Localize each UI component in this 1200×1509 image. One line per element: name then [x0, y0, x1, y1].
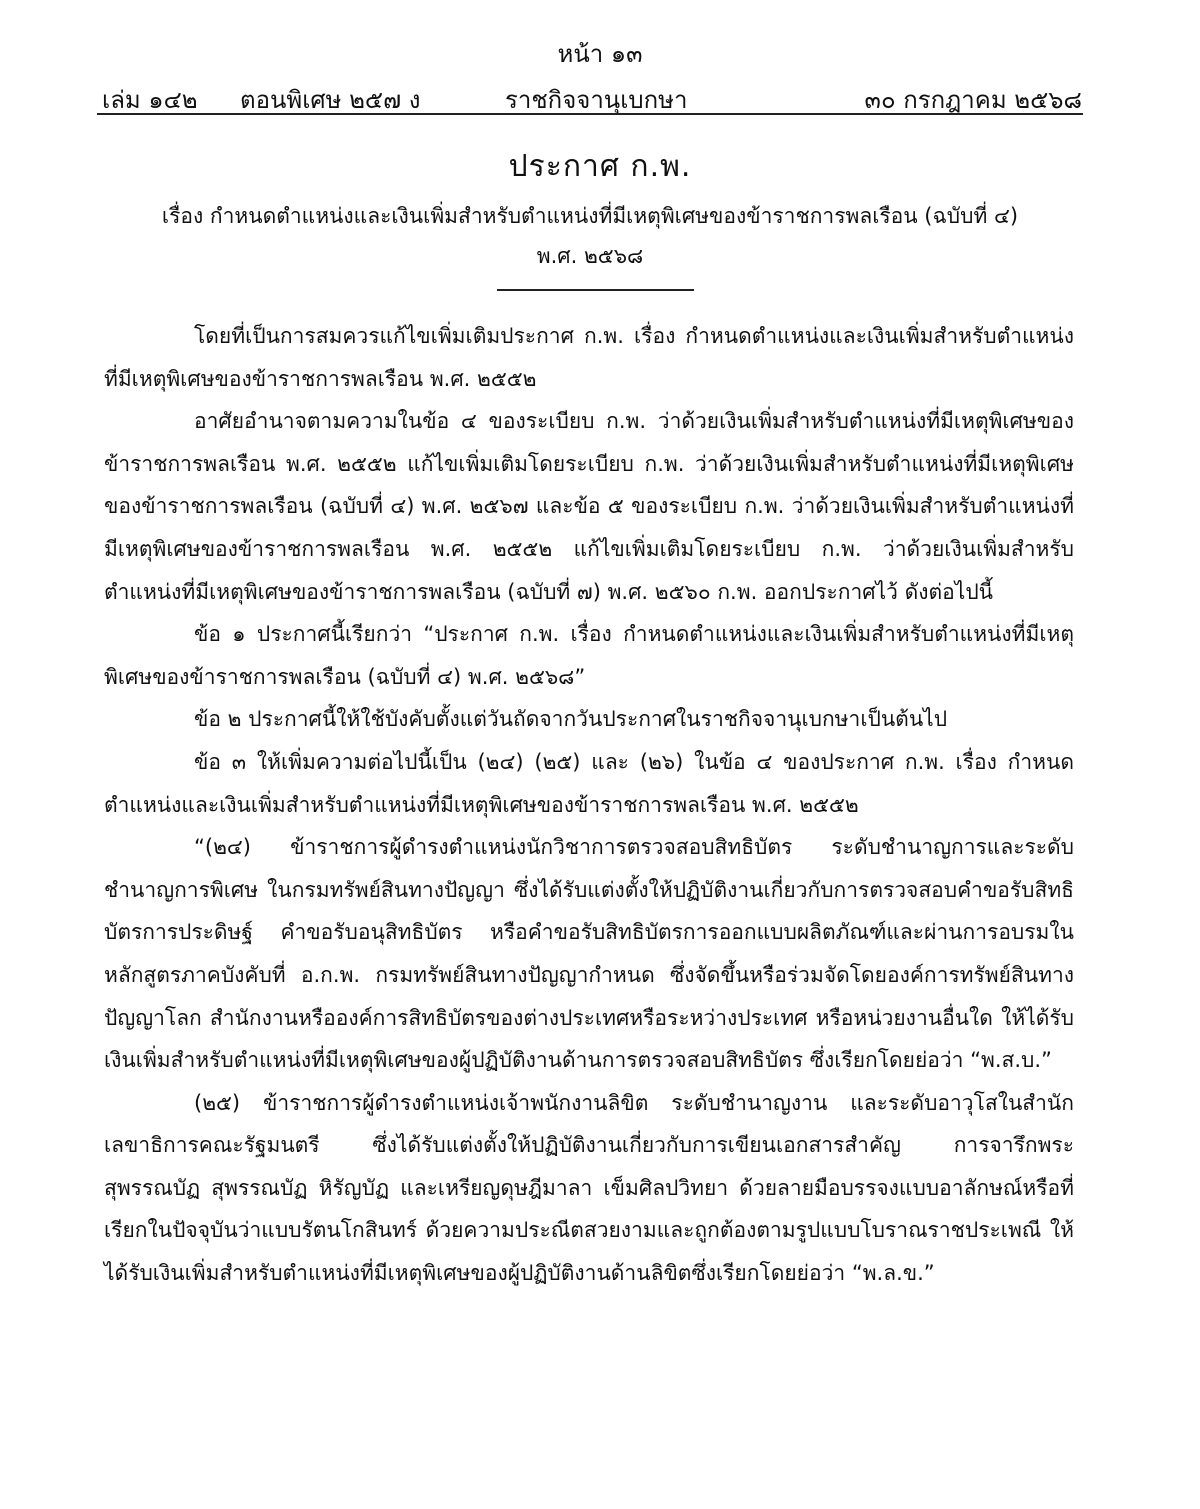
paragraph-preamble: โดยที่เป็นการสมควรแก้ไขเพิ่มเติมประกาศ ก.พ. เรื่อง กำหนดตำแหน่งและเงินเพิ่มสำหรับตำแหน่งที่มีเหตุพิเศษของข้าราชการพลเรือน พ.ศ. ๒๕๕๒ — [104, 324, 1074, 391]
publication-date: ๓๐ กรกฎาคม ๒๕๖๘ — [864, 86, 1082, 114]
clause-3: ข้อ ๓ ให้เพิ่มความต่อไปนี้เป็น (๒๔) (๒๕) และ (๒๖) ในข้อ ๔ ของประกาศ ก.พ. เรื่อง กำหนดตำแหน่งและเงินเพิ่มสำหรับตำแหน่งที่มีเหตุพิเศษของข้าราชการพลเรือน พ.ศ. ๒๕๕๒ — [104, 749, 1074, 817]
volume-number: เล่ม ๑๔๒ — [102, 86, 198, 114]
paragraph-authority: อาศัยอำนาจตามความในข้อ ๔ ของระเบียบ ก.พ. ว่าด้วยเงินเพิ่มสำหรับตำแหน่งที่มีเหตุพิเศษของข้าราชการพลเรือน พ.ศ. ๒๕๕๒ แก้ไขเพิ่มเติมโดยระเบียบ ก.พ. ว่าด้วยเงินเพิ่มสำหรับตำแหน่งที่มีเหตุพิเศษของข้าราชการพลเรือน (ฉบับที่ ๔) พ.ศ. ๒๕๖๗ และข้อ ๕ ของระเบียบ ก.พ. ว่าด้วยเงินเพิ่มสำหรับตำแหน่งที่มีเหตุพิเศษของข้าราชการพลเรือน พ.ศ. ๒๕๕๒ แก้ไขเพิ่มเติมโดยระเบียบ ก.พ. ว่าด้วยเงินเพิ่มสำหรับตำแหน่งที่มีเหตุพิเศษของข้าราชการพลเรือน (ฉบับที่ ๗) พ.ศ. ๒๕๖๐ ก.พ. ออกประกาศไว้ ดังต่อไปนี้ — [104, 409, 1074, 604]
item-24: “(๒๔) ข้าราชการผู้ดำรงตำแหน่งนักวิชาการตรวจสอบสิทธิบัตร ระดับชำนาญการและระดับชำนาญการพิเศษ ในกรมทรัพย์สินทางปัญญา ซึ่งได้รับแต่งตั้งให้ปฏิบัติงานเกี่ยวกับการตรวจสอบคำขอรับสิทธิบัตรการประดิษฐ์ คำขอรับอนุสิทธิบัตร หรือคำขอรับสิทธิบัตรการออกแบบผลิตภัณฑ์และผ่านการอบรมในหลักสูตรภาคบังคับที่ อ.ก.พ. กรมทรัพย์สินทางปัญญากำหนด ซึ่งจัดขึ้นหรือร่วมจัดโดยองค์การทรัพย์สินทางปัญญาโลก สำนักงานหรือองค์การสิทธิบัตรของต่างประเทศหรือระหว่างประเทศ หรือหน่วยงานอื่นใด ให้ได้รับเงินเพิ่มสำหรับตำแหน่งที่มีเหตุพิเศษของผู้ปฏิบัติงานด้านการตรวจสอบสิทธิบัตร ซึ่งเรียกโดยย่อว่า “พ.ส.บ.” — [104, 835, 1074, 1073]
subject-line-1: เรื่อง กำหนดตำแหน่งและเงินเพิ่มสำหรับตำแหน่งที่มีเหตุพิเศษของข้าราชการพลเรือน (ฉบับที่ ๔) — [161, 204, 1019, 228]
item-25: (๒๕) ข้าราชการผู้ดำรงตำแหน่งเจ้าพนักงานลิขิต ระดับชำนาญงาน และระดับอาวุโสในสำนักเลขาธิการคณะรัฐมนตรี ซึ่งได้รับแต่งตั้งให้ปฏิบัติงานเกี่ยวกับการเขียนเอกสารสำคัญ การจารึกพระสุพรรณบัฏ สุพรรณบัฏ หิรัญบัฏ และเหรียญดุษฎีมาลา เข็มศิลปวิทยา ด้วยลายมือบรรจงแบบอาลักษณ์หรือที่เรียกในปัจจุบันว่าแบบรัตนโกสินทร์ ด้วยความประณีตสวยงามและถูกต้องตามรูปแบบโบราณราชประเพณี ให้ได้รับเงินเพิ่มสำหรับตำแหน่งที่มีเหตุพิเศษของผู้ปฏิบัติงานด้านลิขิตซึ่งเรียกโดยย่อว่า “พ.ล.ข.” — [104, 1090, 1074, 1286]
issue-number: ตอนพิเศษ ๒๕๗ ง — [240, 86, 421, 114]
document-body — [104, 315, 1074, 1295]
page-number: หน้า ๑๓ — [557, 40, 643, 68]
clause-2: ข้อ ๒ ประกาศนี้ให้ใช้บังคับตั้งแต่วันถัดจากวันประกาศในราชกิจจานุเบกษาเป็นต้นไป — [194, 707, 948, 732]
subject-line-2: พ.ศ. ๒๕๖๘ — [536, 244, 644, 268]
document-title: ประกาศ ก.พ. — [508, 149, 692, 184]
document-subject — [97, 196, 1083, 276]
clause-1: ข้อ ๑ ประกาศนี้เรียกว่า “ประกาศ ก.พ. เรื่อง กำหนดตำแหน่งและเงินเพิ่มสำหรับตำแหน่งที่มีเหตุพิเศษของข้าราชการพลเรือน (ฉบับที่ ๔) พ.ศ. ๒๕๖๘” — [104, 622, 1074, 689]
header-divider — [97, 113, 1083, 115]
gazette-header — [97, 80, 1082, 112]
gazette-name: ราชกิจจานุเบกษา — [505, 86, 688, 114]
title-divider — [497, 289, 694, 291]
